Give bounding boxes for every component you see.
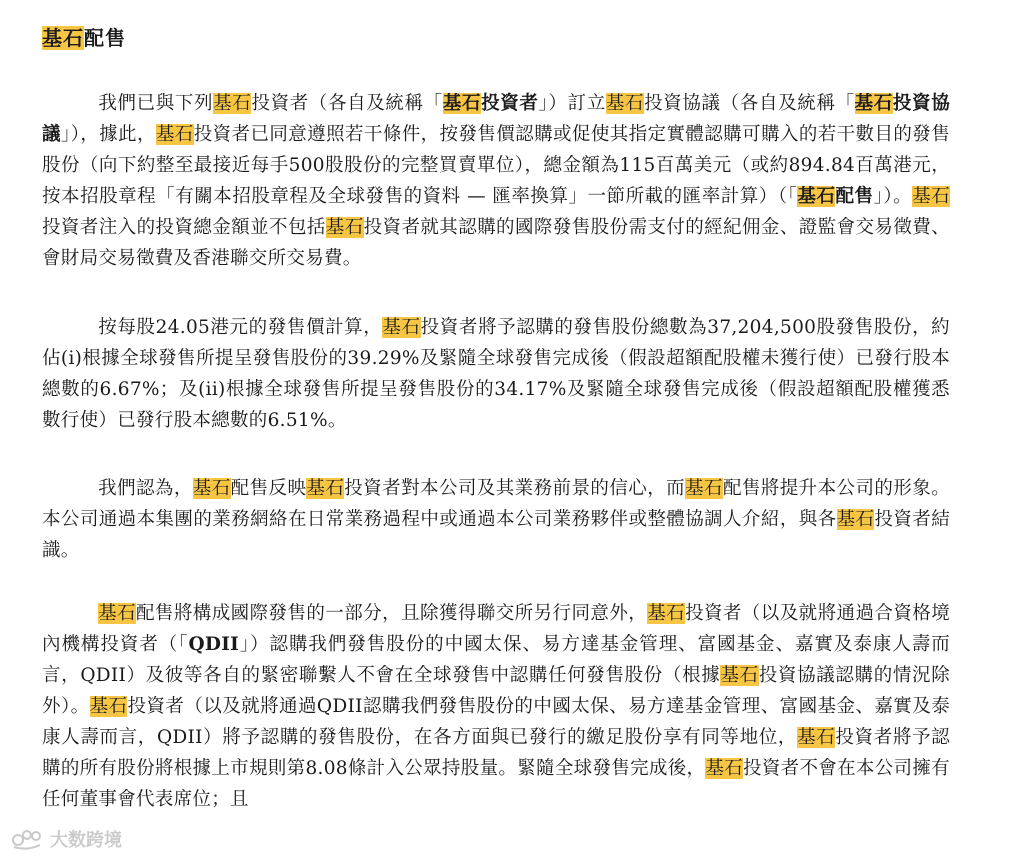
paragraph-1 xyxy=(42,88,950,274)
paw-logo-icon xyxy=(10,828,44,850)
highlighted-term: 基石 xyxy=(325,217,364,238)
watermark xyxy=(10,826,122,852)
text-run: 投資者已同意遵照若干條件，按發售價認購或促使其指定實體認購可購入的若干數目的發售股份（向下約整至最接近每手500股股份的完整買賣單位），總金額為115百萬美元（或約894.84百萬港元，按本招股章程「有關本招股章程及全球發售的資料 — 匯率換算」一節所載的匯率計算）（「 xyxy=(42,124,950,207)
heading-rest: 配售 xyxy=(84,26,126,50)
bold-term: 投資者 xyxy=(481,93,539,114)
text-run: 」）。 xyxy=(873,186,913,207)
text-run: 投資者將予認購的發售股份總數為37,204,500股發售股份，約佔(i)根據全球發售所提呈發售股份的39.29%及緊隨全球發售完成後（假設超額配股權未獲行使）已發行股本總數的6.67%；及(ii)根據全球發售所提呈發售股份的34.17%及緊隨全球發售完成後（假設超額配股權獲悉數行使）已發行股本總數的6.51%。 xyxy=(42,317,950,431)
watermark-text: 大数跨境 xyxy=(50,830,122,851)
highlighted-term: 基石 xyxy=(89,696,128,717)
highlighted-term: 基石 xyxy=(912,186,951,207)
highlighted-term: 基石 xyxy=(647,603,686,624)
text-run: 配售將構成國際發售的一部分，且除獲得聯交所另行同意外， xyxy=(136,603,648,624)
text-run: 投資者對本公司及其業務前景的信心，而 xyxy=(344,478,686,499)
text-run: 投資者（以及就將通過合資格境內機構投資者（「 xyxy=(42,603,950,655)
highlighted-term: 基石 xyxy=(192,478,231,499)
highlighted-term: 基石 xyxy=(797,186,836,207)
text-run: 投資者（各自及統稱「 xyxy=(251,93,443,114)
highlighted-term: 基石 xyxy=(382,317,421,338)
highlighted-term: 基石 xyxy=(605,93,645,114)
paragraph-2 xyxy=(42,312,950,436)
text-run: 我們已與下列 xyxy=(98,93,214,114)
text-run: 配售將提升本公司的形象。本公司通過本集團的業務網絡在日常業務過程中或通過本公司業務夥伴或整體協調人介紹，與各 xyxy=(42,478,950,530)
text-run: 投資協議認購的情況除外）。 xyxy=(42,665,950,717)
text-run: 投資者注入的投資總金額並不包括 xyxy=(42,217,326,238)
text-run: 投資者結識。 xyxy=(42,509,950,561)
highlighted-term: 基石 xyxy=(213,93,252,114)
paragraph-4 xyxy=(42,598,950,815)
text-run: 投資者不會在本公司擁有任何董事會代表席位；且 xyxy=(42,758,950,810)
highlighted-term: 基石 xyxy=(797,727,836,748)
highlighted-term: 基石 xyxy=(685,478,723,499)
highlighted-term: 基石 xyxy=(155,124,194,145)
text-run: 投資者就其認購的國際發售股份需支付的經紀佣金、證監會交易徵費、會財局交易徵費及香港聯交所交易費。 xyxy=(42,217,950,269)
text-run: 我們認為， xyxy=(98,478,193,499)
heading-highlight: 基石 xyxy=(42,26,84,50)
paragraph-3 xyxy=(42,473,950,566)
bold-term: 投資協議 xyxy=(42,93,950,145)
highlighted-term: 基石 xyxy=(306,478,345,499)
highlighted-term: 基石 xyxy=(705,758,744,779)
highlighted-term: 基石 xyxy=(720,665,759,686)
text-run: 」）認購我們發售股份的中國太保、易方達基金管理、富國基金、嘉實及泰康人壽而言，QDII）及彼等各自的緊密聯繫人不會在全球發售中認購任何發售股份（根據 xyxy=(42,634,950,686)
highlighted-term: 基石 xyxy=(854,93,893,114)
highlighted-term: 基石 xyxy=(442,93,482,114)
highlighted-term: 基石 xyxy=(98,603,136,624)
text-run: 」），據此， xyxy=(60,124,156,145)
text-run: 」）訂立 xyxy=(538,93,606,114)
bold-term: 配售 xyxy=(835,186,874,207)
text-run: 投資者（以及就將通過QDII認購我們發售股份的中國太保、易方達基金管理、富國基金、嘉實及泰康人壽而言，QDII）將予認購的發售股份，在各方面與已發行的繳足股份享有同等地位， xyxy=(42,696,950,748)
text-run: 投資者將予認購的所有股份將根據上市規則第8.08條計入公眾持股量。緊隨全球發售完成後， xyxy=(42,727,950,779)
text-run: 投資協議（各自及統稱「 xyxy=(644,93,855,114)
text-run: 按每股24.05港元的發售價計算， xyxy=(98,317,383,338)
section-heading xyxy=(42,22,126,51)
highlighted-term: 基石 xyxy=(836,509,875,530)
bold-term: QDII xyxy=(188,634,240,655)
text-run: 配售反映 xyxy=(230,478,307,499)
